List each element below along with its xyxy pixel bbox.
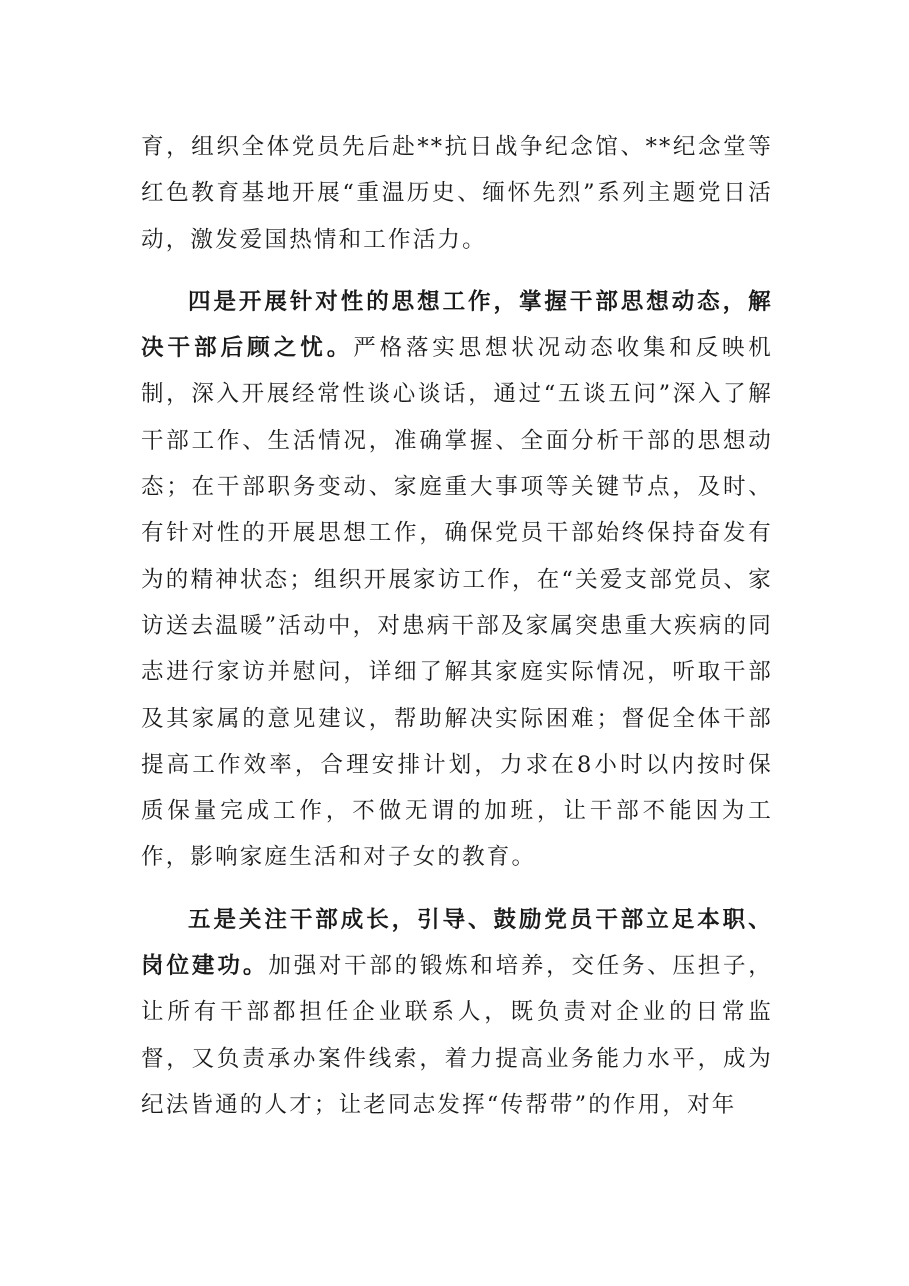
paragraph-body-text: 严格落实思想状况动态收集和反映机制，深入开展经常性谈心谈话，通过“五谈五问”深入了解干部工作、生活情况，准确掌握、全面分析干部的思想动态；在干部职务变动、家庭重大事项等关键节点，及时、有针对性的开展思想工作，确保党员干部始终保持奋发有为的精神状态；组织开展家访工作，在“关爱支部党员、家访送去温暖”活动中，对患病干部及家属突患重大疾病的同志进行家访并慰问，详细了解其家庭实际情况，听取干部及其家属的意见建议，帮助解决实际困难；督促全体干部提高工作效率，合理安排计划，力求在8小时以内按时保质保量完成工作，不做无谓的加班，让干部不能因为工作，影响家庭生活和对子女的教育。 xyxy=(141,335,773,871)
paragraph-heading-text: 四是开展针对性的思想工作，掌握干部思想动态，解决干部后顾之忧。 xyxy=(141,288,773,362)
paragraph-point-four xyxy=(141,279,773,881)
document-body xyxy=(141,124,773,1144)
paragraph-body-text: 加强对干部的锻炼和培养，交任务、压担子，让所有干部都担任企业联系人，既负责对企业的日常监督，又负责承办案件线索，着力提高业务能力水平，成为纪法皆通的人才；让老同志发挥“传帮带”的作用，对年 xyxy=(141,953,773,1118)
paragraph-point-five xyxy=(141,897,773,1128)
paragraph-body-text: 育，组织全体党员先后赴**抗日战争纪念馆、**纪念堂等红色教育基地开展“重温历史、缅怀先烈”系列主题党日活动，激发爱国热情和工作活力。 xyxy=(141,134,773,253)
paragraph-heading-text: 五是关注干部成长，引导、鼓励党员干部立足本职、岗位建功。 xyxy=(141,906,773,980)
paragraph-continuation xyxy=(141,124,773,263)
